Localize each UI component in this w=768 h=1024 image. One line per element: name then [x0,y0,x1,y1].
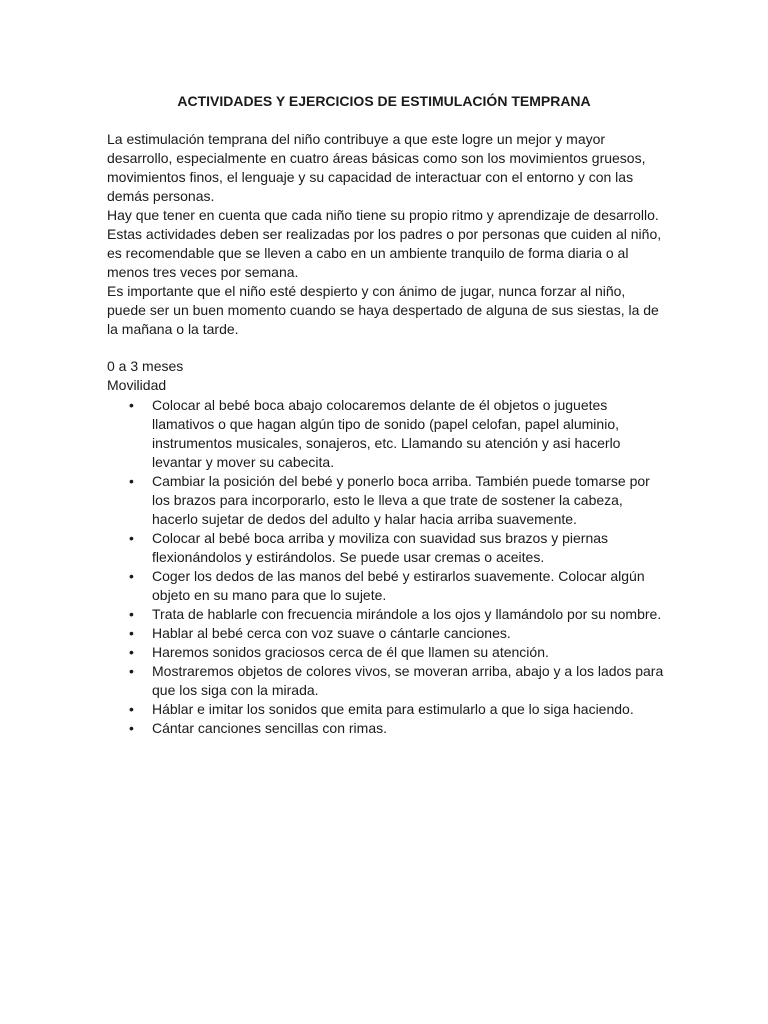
bullet-icon: • [129,473,134,489]
paragraph: La estimulación temprana del niño contribuye a que este logre un mejor y mayor desarrollo, especialmente en cuatro áreas básicas como son los movimientos gruesos, movimientos finos, el lenguaje y su capacidad de interactuar con el entorno y con las demás personas. [107,131,646,204]
list-item-text: Trata de hablarle con frecuencia mirándole a los ojos y llamándolo por su nombre. [152,606,662,622]
bullet-icon: • [129,625,134,641]
list-item [107,529,667,567]
section-heading: Movilidad [107,377,167,393]
list-item-text: Coger los dedos de las manos del bebé y estirarlos suavemente. Colocar algún objeto en su mano para que lo sujete. [152,568,645,603]
list-item [107,472,667,529]
bullet-icon: • [129,663,134,679]
list-item-text: Mostraremos objetos de colores vivos, se moveran arriba, abajo y a los lados para que los siga con la mirada. [152,663,664,698]
list-item [107,567,667,605]
list-item [107,643,667,662]
activity-list [107,396,667,738]
bullet-icon: • [129,644,134,660]
list-item [107,662,667,700]
list-item-text: Colocar al bebé boca arriba y moviliza con suavidad sus brazos y piernas flexionándolos y estirándolos. Se puede usar cremas o aceites. [152,530,609,565]
list-item [107,700,667,719]
list-item [107,605,667,624]
intro-text [107,130,667,339]
list-item-text: Haremos sonidos graciosos cerca de él que llamen su atención. [152,644,549,660]
age-range-label: 0 a 3 meses [107,358,184,374]
bullet-icon: • [129,720,134,736]
list-item-text: Hablar al bebé cerca con voz suave o cántarle canciones. [152,625,511,641]
list-item-text: Cántar canciones sencillas con rimas. [152,720,387,736]
paragraph: Hay que tener en cuenta que cada niño tiene su propio ritmo y aprendizaje de desarrollo. Estas actividades deben ser realizadas por los padres o por personas que cuiden al niño, es recomendable que se lleven a cabo en un ambiente tranquilo de forma diaria o al menos tres veces por semana. [107,207,662,280]
bullet-icon: • [129,397,134,413]
list-item-text: Háblar e imitar los sonidos que emita para estimularlo a que lo siga haciendo. [152,701,634,717]
list-item [107,396,667,472]
paragraph: Es importante que el niño esté despierto y con ánimo de jugar, nunca forzar al niño, puede ser un buen momento cuando se haya despertado de alguna de sus siestas, la de la mañana o la tarde. [107,283,659,337]
bullet-icon: • [129,568,134,584]
list-item-text: Cambiar la posición del bebé y ponerlo boca arriba. También puede tomarse por los brazos para incorporarlo, esto le lleva a que trate de sostener la cabeza, hacerlo sujetar de dedos del adulto y halar hacia arriba suavemente. [152,473,650,527]
list-item-text: Colocar al bebé boca abajo colocaremos delante de él objetos o juguetes llamativos o que hagan algún tipo de sonido (papel celofan, papel aluminio, instrumentos musicales, sonajeros, etc. Llamando su atención y asi hacerlo levantar y mover su cabecita. [152,397,621,470]
bullet-icon: • [129,530,134,546]
list-item [107,624,667,643]
bullet-icon: • [129,606,134,622]
document-title: ACTIVIDADES Y EJERCICIOS DE ESTIMULACIÓN TEMPRANA [177,93,591,109]
list-item [107,719,667,738]
bullet-icon: • [129,701,134,717]
section-header [107,357,667,395]
